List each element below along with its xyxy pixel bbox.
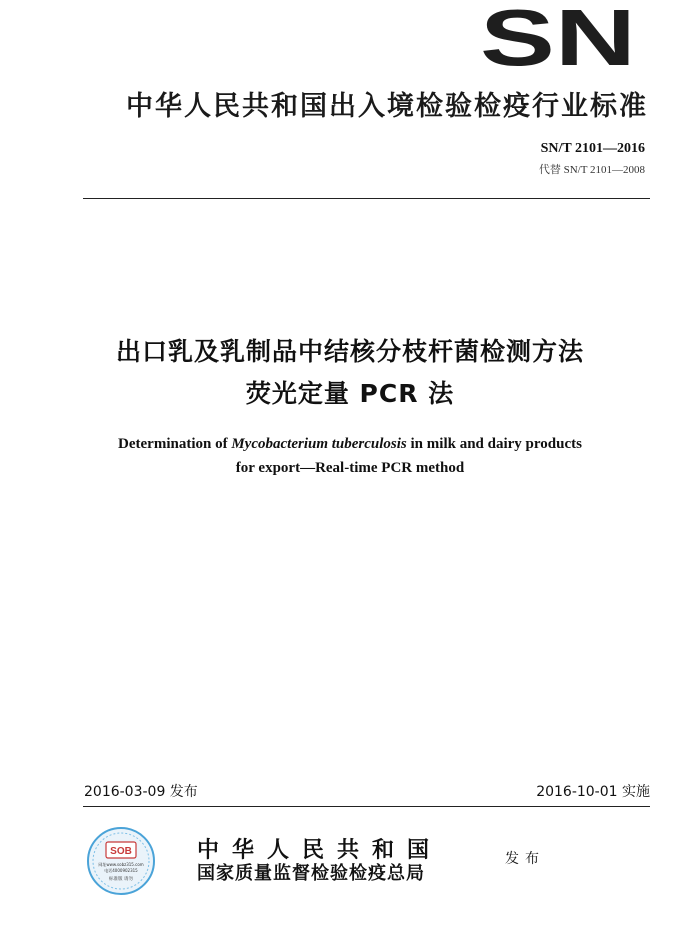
title-en-post: in milk and dairy products [406, 436, 582, 452]
implement-date: 2016-10-01 实施 [536, 784, 650, 800]
issue-date: 2016-03-09 发布 [84, 784, 198, 800]
header-divider [83, 198, 650, 199]
stamp-seal [86, 826, 156, 896]
publisher-line1: 中华人民共和国 [197, 837, 443, 863]
title-en-species: Mycobacterium tuberculosis [231, 436, 407, 452]
publish-label: 发布 [505, 851, 545, 867]
standard-code: SN/T 2101—2016 [540, 141, 645, 156]
title-en-line1 [0, 436, 700, 453]
stamp-line2: 电话4000902315 [104, 868, 138, 873]
standard-replaces: 代替 SN/T 2101—2008 [538, 164, 645, 176]
stamp-line1: 网址www.sobz315.com [98, 862, 144, 867]
title-en-line2: for export—Real-time PCR method [235, 460, 465, 476]
title-en-pre: Determination of [118, 436, 232, 452]
stamp-line3: 标准版 请勿 [109, 877, 133, 882]
footer-divider [83, 806, 650, 807]
sn-logo-text: SN [480, 4, 636, 70]
stamp-emblem: SOB [110, 846, 132, 857]
title-cn-line2: 荧光定量 PCR 法 [245, 379, 455, 408]
sn-logo [478, 4, 638, 70]
title-cn-line1: 出口乳及乳制品中结核分枝杆菌检测方法 [115, 337, 584, 366]
publisher-line2: 国家质量监督检验检疫总局 [197, 863, 425, 884]
org-header: 中华人民共和国出入境检验检疫行业标准 [126, 91, 648, 122]
